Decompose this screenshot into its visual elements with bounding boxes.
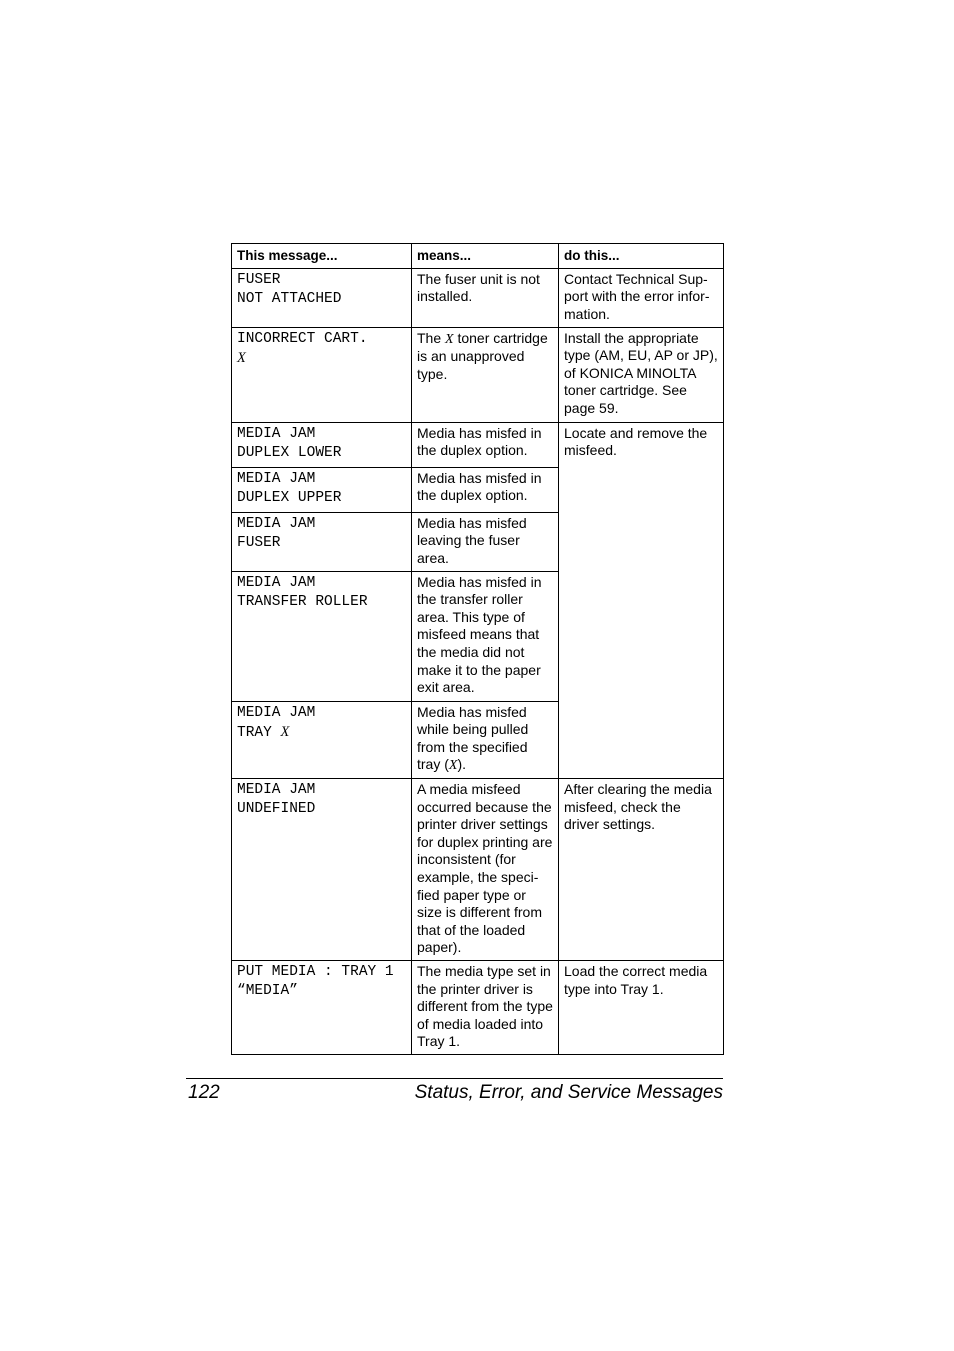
message-line: MEDIA JAM — [237, 704, 316, 721]
message-line: INCORRECT CART. — [237, 330, 368, 347]
message-line: MEDIA JAM — [237, 781, 316, 798]
means-cell — [412, 701, 559, 778]
means-cell: Media has misfed leaving the fuser area. — [412, 512, 559, 571]
action-cell: Locate and remove the misfeed. — [559, 422, 724, 778]
table-row — [232, 327, 724, 422]
table-row — [232, 778, 724, 960]
message-cell — [232, 571, 412, 701]
table-row — [232, 960, 724, 1054]
means-text: The — [417, 329, 446, 346]
means-text: ). — [457, 756, 467, 773]
message-line: UNDEFINED — [237, 800, 316, 817]
means-cell: The fuser unit is not installed. — [412, 268, 559, 327]
means-variable: X — [445, 331, 454, 347]
message-line: TRANSFER ROLLER — [237, 593, 368, 610]
message-line: MEDIA JAM — [237, 574, 316, 591]
message-cell — [232, 327, 412, 422]
means-cell: A media misfeed occurred because the printer driver settings for duplex printing are inconsistent (for example, the speci-fied paper type or size is different from that of the loaded paper). — [412, 778, 559, 960]
message-text: TRAY — [237, 724, 281, 741]
status-messages-table — [231, 243, 724, 1055]
footer-rule — [186, 1078, 723, 1079]
message-cell — [232, 268, 412, 327]
means-cell: Media has misfed in the transfer roller area. This type of misfeed means that the media did not make it to the paper exit area. — [412, 571, 559, 701]
message-cell — [232, 512, 412, 571]
message-line: FUSER — [237, 534, 281, 551]
means-cell: The media type set in the printer driver is different from the type of media loaded into Tray 1. — [412, 960, 559, 1054]
means-cell: Media has misfed in the duplex option. — [412, 467, 559, 512]
action-cell: After clearing the media misfeed, check the driver settings. — [559, 778, 724, 960]
action-cell: Load the correct media type into Tray 1. — [559, 960, 724, 1054]
table-row — [232, 268, 724, 327]
means-cell — [412, 327, 559, 422]
means-cell: Media has misfed in the duplex option. — [412, 422, 559, 467]
message-cell — [232, 778, 412, 960]
means-variable: X — [448, 758, 458, 774]
message-cell — [232, 960, 412, 1054]
message-line: MEDIA JAM — [237, 425, 316, 442]
table-row — [232, 422, 724, 467]
message-cell — [232, 701, 412, 778]
message-line: DUPLEX LOWER — [237, 444, 342, 461]
message-line: NOT ATTACHED — [237, 290, 342, 307]
message-line: FUSER — [237, 271, 281, 288]
message-variable: X — [280, 723, 290, 740]
header-message: This message... — [232, 244, 412, 269]
message-line: MEDIA JAM — [237, 515, 316, 532]
header-means: means... — [412, 244, 559, 269]
message-cell — [232, 422, 412, 467]
message-line: MEDIA JAM — [237, 470, 316, 487]
message-line: “MEDIA” — [237, 982, 298, 999]
message-line: DUPLEX UPPER — [237, 489, 342, 506]
page-number: 122 — [188, 1082, 220, 1103]
message-variable: X — [237, 349, 246, 366]
action-cell: Install the appropriate type (AM, EU, AP or JP), of KONICA MINOLTA toner cartridge. See page 59. — [559, 327, 724, 422]
means-text: toner cartridge is an unapproved type. — [417, 329, 548, 382]
table-header-row — [232, 244, 724, 269]
message-line: PUT MEDIA : TRAY 1 — [237, 963, 394, 980]
section-title: Status, Error, and Service Messages — [414, 1082, 723, 1103]
action-cell: Contact Technical Sup-port with the error infor-mation. — [559, 268, 724, 327]
means-text: Media has misfed while being pulled from the specified tray ( — [417, 703, 529, 773]
message-line — [237, 723, 407, 743]
header-action: do this... — [559, 244, 724, 269]
message-cell — [232, 467, 412, 512]
